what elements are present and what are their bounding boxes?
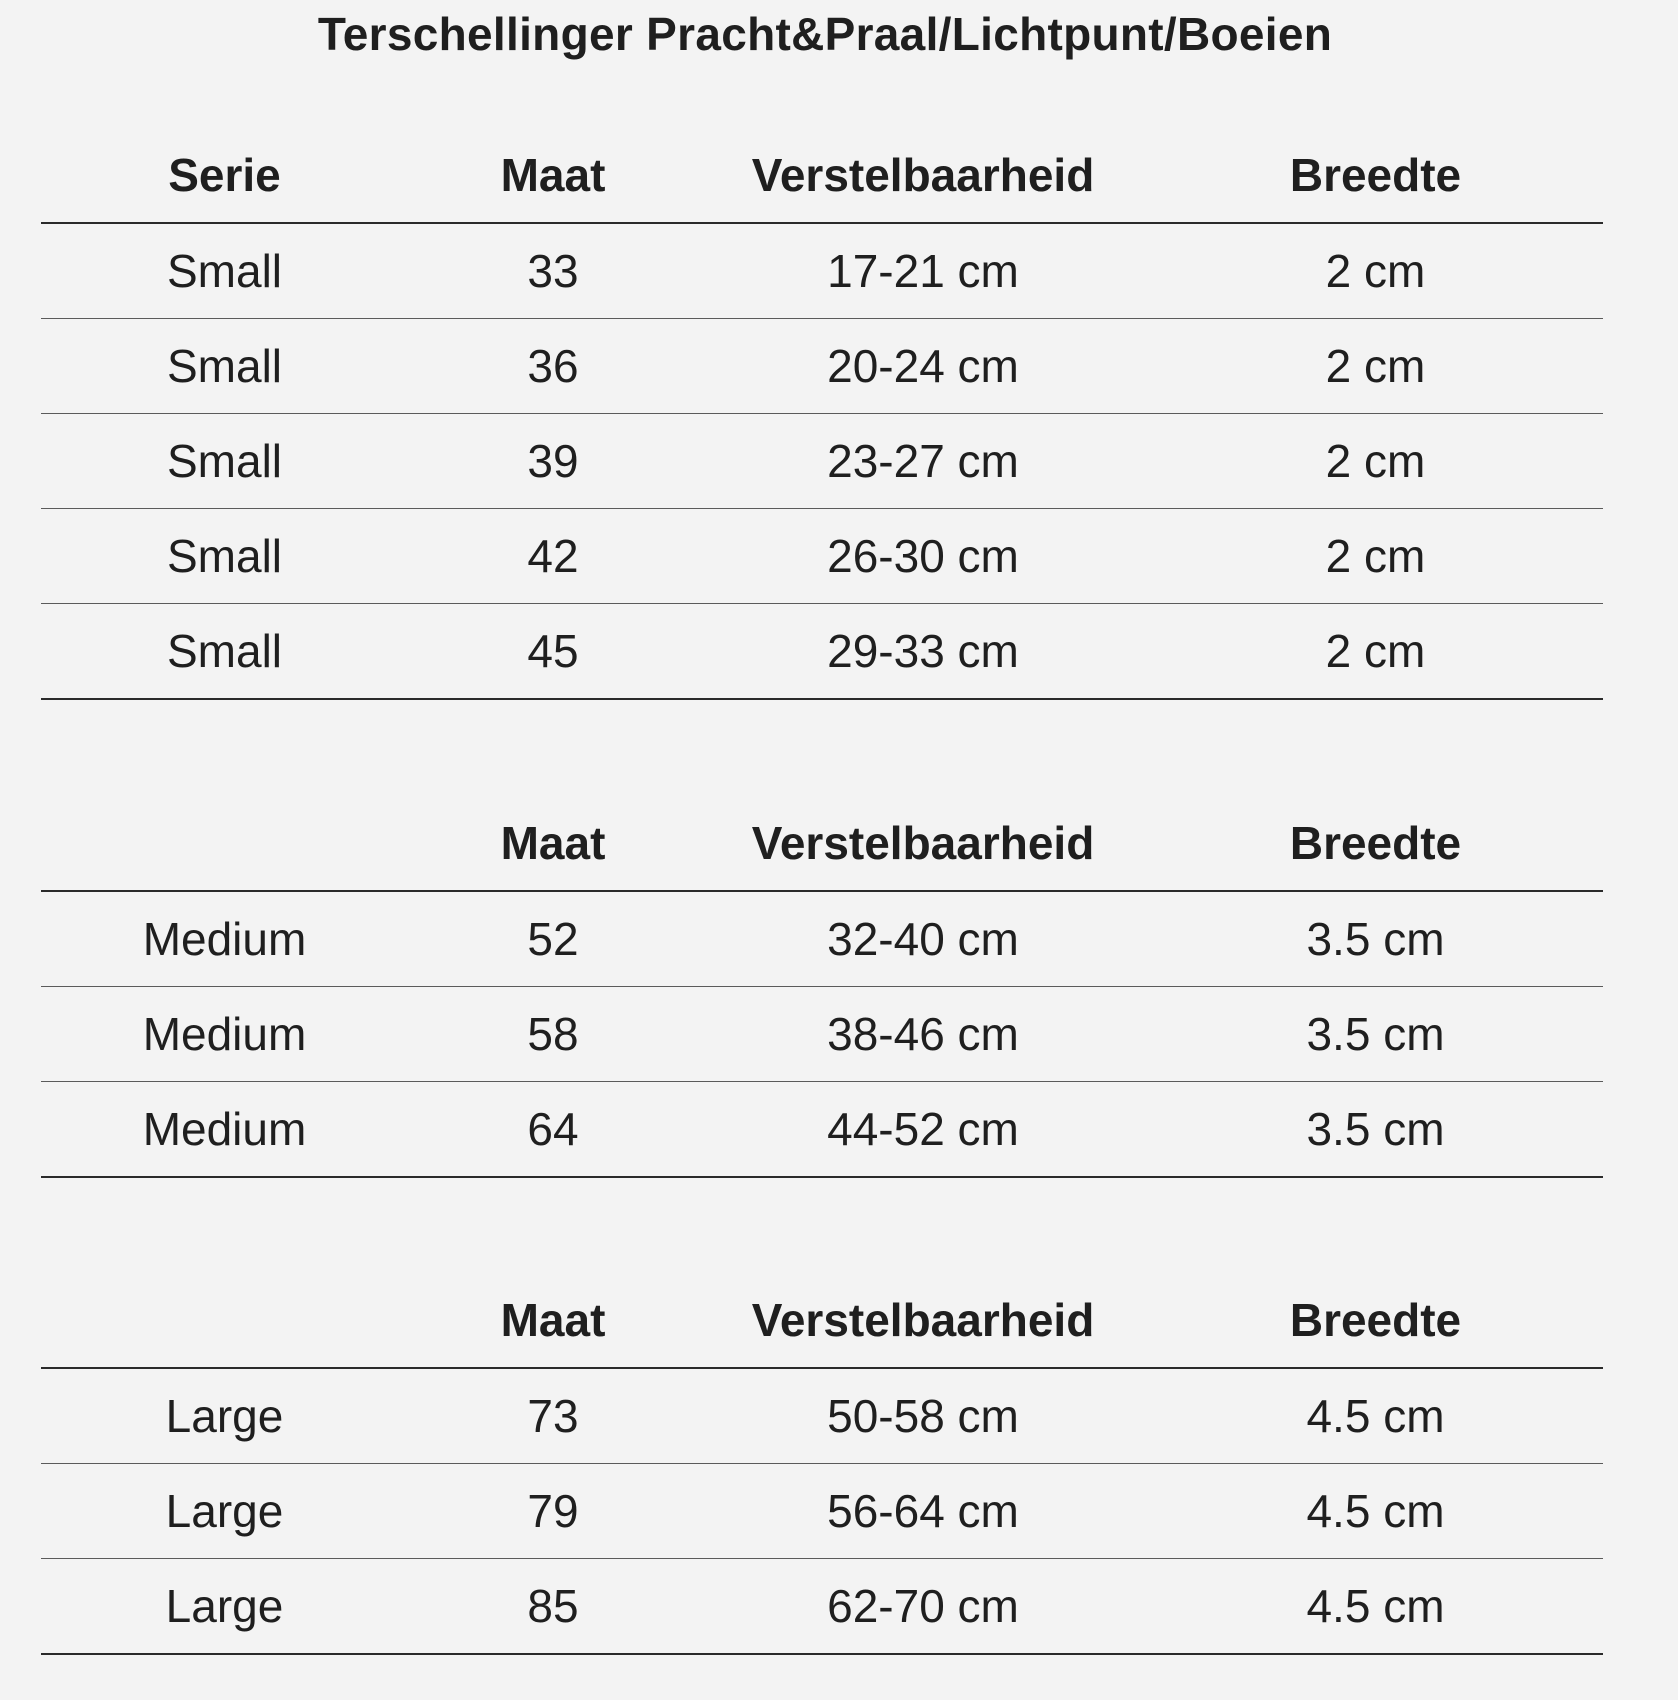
cell-breedte: 2 cm (1148, 319, 1603, 414)
cell-verstelbaarheid: 17-21 cm (698, 223, 1148, 319)
cell-verstelbaarheid: 23-27 cm (698, 414, 1148, 509)
cell-breedte: 4.5 cm (1148, 1464, 1603, 1559)
cell-maat: 58 (408, 987, 698, 1082)
cell-breedte: 4.5 cm (1148, 1559, 1603, 1655)
table-row (41, 604, 1603, 700)
cell-breedte: 2 cm (1148, 223, 1603, 319)
cell-maat: 33 (408, 223, 698, 319)
header-verstelbaarheid: Verstelbaarheid (698, 1273, 1148, 1368)
cell-verstelbaarheid: 56-64 cm (698, 1464, 1148, 1559)
table-row (41, 987, 1603, 1082)
cell-serie: Small (41, 604, 408, 700)
cell-maat: 79 (408, 1464, 698, 1559)
table-row (41, 1559, 1603, 1655)
cell-verstelbaarheid: 50-58 cm (698, 1368, 1148, 1464)
cell-breedte: 2 cm (1148, 509, 1603, 604)
table-row (41, 891, 1603, 987)
cell-maat: 45 (408, 604, 698, 700)
size-table-large (41, 1273, 1603, 1655)
header-verstelbaarheid: Verstelbaarheid (698, 796, 1148, 891)
table-row (41, 509, 1603, 604)
table-row (41, 319, 1603, 414)
table-row (41, 1368, 1603, 1464)
size-table-small (41, 128, 1603, 700)
header-maat: Maat (408, 796, 698, 891)
header-verstelbaarheid: Verstelbaarheid (698, 128, 1148, 223)
size-table-medium (41, 796, 1603, 1178)
table-header-row (41, 128, 1603, 223)
cell-verstelbaarheid: 62-70 cm (698, 1559, 1148, 1655)
cell-maat: 64 (408, 1082, 698, 1178)
cell-verstelbaarheid: 20-24 cm (698, 319, 1148, 414)
table-row (41, 1082, 1603, 1178)
cell-breedte: 2 cm (1148, 414, 1603, 509)
cell-serie: Small (41, 319, 408, 414)
cell-serie: Large (41, 1559, 408, 1655)
cell-breedte: 3.5 cm (1148, 1082, 1603, 1178)
cell-serie: Small (41, 223, 408, 319)
cell-breedte: 3.5 cm (1148, 987, 1603, 1082)
header-breedte: Breedte (1148, 1273, 1603, 1368)
table-row (41, 414, 1603, 509)
header-breedte: Breedte (1148, 128, 1603, 223)
cell-verstelbaarheid: 38-46 cm (698, 987, 1148, 1082)
table-header-row (41, 1273, 1603, 1368)
cell-breedte: 3.5 cm (1148, 891, 1603, 987)
cell-serie: Large (41, 1464, 408, 1559)
header-maat: Maat (408, 128, 698, 223)
cell-maat: 73 (408, 1368, 698, 1464)
cell-verstelbaarheid: 32-40 cm (698, 891, 1148, 987)
cell-maat: 85 (408, 1559, 698, 1655)
cell-serie: Medium (41, 891, 408, 987)
cell-verstelbaarheid: 29-33 cm (698, 604, 1148, 700)
cell-serie: Large (41, 1368, 408, 1464)
table-row (41, 1464, 1603, 1559)
cell-breedte: 2 cm (1148, 604, 1603, 700)
cell-verstelbaarheid: 44-52 cm (698, 1082, 1148, 1178)
header-serie (41, 796, 408, 891)
cell-maat: 39 (408, 414, 698, 509)
cell-maat: 36 (408, 319, 698, 414)
header-serie: Serie (41, 128, 408, 223)
header-maat: Maat (408, 1273, 698, 1368)
cell-verstelbaarheid: 26-30 cm (698, 509, 1148, 604)
table-row (41, 223, 1603, 319)
header-serie (41, 1273, 408, 1368)
cell-maat: 52 (408, 891, 698, 987)
cell-serie: Small (41, 509, 408, 604)
header-breedte: Breedte (1148, 796, 1603, 891)
cell-breedte: 4.5 cm (1148, 1368, 1603, 1464)
cell-serie: Small (41, 414, 408, 509)
cell-serie: Medium (41, 987, 408, 1082)
page-title: Terschellinger Pracht&Praal/Lichtpunt/Boeien (317, 8, 1333, 60)
table-header-row (41, 796, 1603, 891)
cell-serie: Medium (41, 1082, 408, 1178)
cell-maat: 42 (408, 509, 698, 604)
